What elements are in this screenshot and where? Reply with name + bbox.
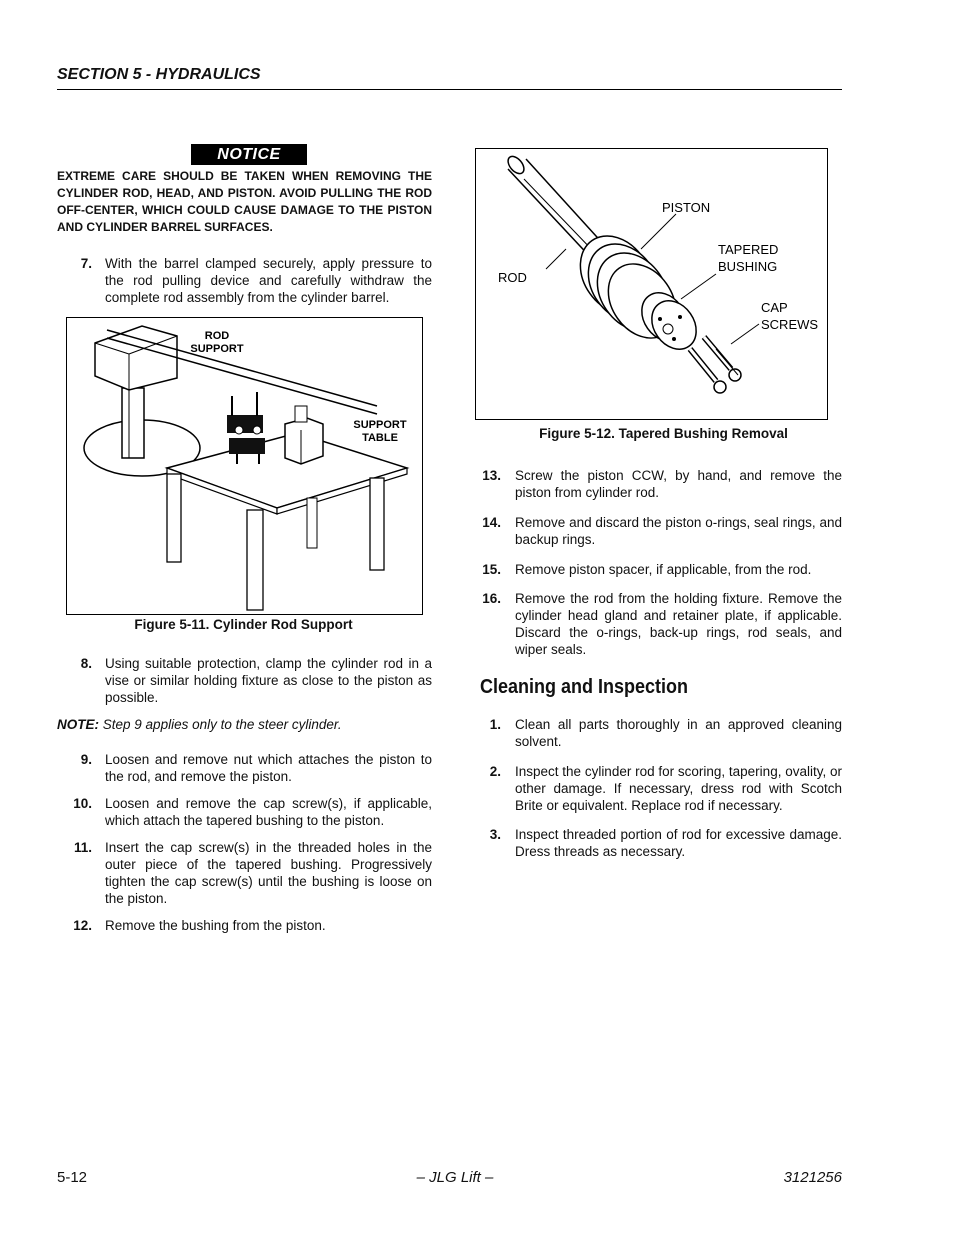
figure-tapered-bushing-removal xyxy=(475,148,828,420)
label-cap-screws-line1: CAP xyxy=(761,300,788,315)
section-title: SECTION 5 - HYDRAULICS xyxy=(57,66,261,83)
step-number: 1. xyxy=(489,717,501,732)
note-text: Step 9 applies only to the steer cylinder. xyxy=(102,717,342,732)
label-rod: ROD xyxy=(498,270,527,285)
notice-text: EXTREME CARE SHOULD BE TAKEN WHEN REMOVING THE CYLINDER ROD, HEAD, AND PISTON. AVOID PULLING THE ROD OFF-CENTER, WHICH COULD CAUSE DAMAGE TO THE PISTON AND CYLINDER BARREL SURFACES. xyxy=(57,169,432,234)
step-number: 3. xyxy=(489,827,501,842)
step-text: Loosen and remove nut which attaches the piston to the rod, and remove the piston. xyxy=(105,752,432,784)
step-number: 2. xyxy=(489,764,501,779)
label-support-table-line1: SUPPORT xyxy=(353,419,407,431)
step-text: Loosen and remove the cap screw(s), if applicable, which attach the tapered bushing to the piston. xyxy=(105,796,432,828)
figure-5-12-caption: Figure 5-12. Tapered Bushing Removal xyxy=(539,426,788,441)
step-number: 12. xyxy=(73,918,92,933)
step-text: Screw the piston CCW, by hand, and remove the piston from cylinder rod. xyxy=(515,468,842,500)
step-text: Inspect the cylinder rod for scoring, tapering, ovality, or other damage. If necessary, dress rod with Scotch Brite or equivalent. Replace rod if necessary. xyxy=(515,764,842,813)
step-number: 10. xyxy=(73,796,92,811)
step-number: 16. xyxy=(482,591,501,606)
notice-badge: NOTICE xyxy=(191,144,307,165)
label-cap-screws-line2: SCREWS xyxy=(761,317,819,332)
figure-5-11-caption: Figure 5-11. Cylinder Rod Support xyxy=(134,617,353,632)
label-rod-support-line1: ROD xyxy=(204,330,230,342)
step-text: Inspect threaded portion of rod for excessive damage. Dress threads as necessary. xyxy=(515,827,842,859)
step-number: 11. xyxy=(73,840,92,855)
step-number: 8. xyxy=(80,656,92,671)
figure-cylinder-rod-support xyxy=(66,317,423,615)
header-rule xyxy=(57,89,842,90)
footer-publisher: – JLG Lift – xyxy=(416,1169,494,1186)
label-rod-support-line2: SUPPORT xyxy=(190,343,244,355)
tapered-bushing-illustration xyxy=(476,149,827,419)
label-piston: PISTON xyxy=(662,200,711,215)
cleaning-inspection-heading: Cleaning and Inspection xyxy=(480,676,689,698)
cylinder-rod-support-illustration xyxy=(67,318,422,614)
step-text: Remove piston spacer, if applicable, from the rod. xyxy=(515,562,812,577)
step-number: 15. xyxy=(482,562,501,577)
step-text: Remove the bushing from the piston. xyxy=(105,918,326,933)
step-text: Remove the rod from the holding fixture. Remove the cylinder head gland and retainer plate, if applicable. Discard the o-rings, back-up rings, rod seals, and wiper seals. xyxy=(515,591,842,657)
step-text: Clean all parts thoroughly in an approved cleaning solvent. xyxy=(515,717,842,749)
step-number: 7. xyxy=(80,256,92,271)
step-text: Remove and discard the piston o-rings, seal rings, and backup rings. xyxy=(515,515,842,547)
step-text: Insert the cap screw(s) in the threaded holes in the outer piece of the tapered bushing. Progressively tighten the cap screw(s) until the bushing is loose on the piston. xyxy=(105,840,432,906)
label-tapered-bushing-line1: TAPERED xyxy=(718,242,779,257)
footer-page-number: 5-12 xyxy=(57,1169,88,1186)
label-tapered-bushing-line2: BUSHING xyxy=(718,259,778,274)
step-number: 13. xyxy=(482,468,501,483)
note xyxy=(57,717,437,732)
footer-doc-number: 3121256 xyxy=(783,1169,842,1186)
step-text: Using suitable protection, clamp the cylinder rod in a vise or similar holding fixture as close to the piston as possible. xyxy=(105,656,432,705)
step-number: 14. xyxy=(482,515,501,530)
note-label: NOTE: xyxy=(57,717,99,732)
step-number: 9. xyxy=(80,752,92,767)
step-text: With the barrel clamped securely, apply pressure to the rod pulling device and carefully withdraw the complete rod assembly from the cylinder barrel. xyxy=(105,256,432,305)
label-support-table-line2: TABLE xyxy=(362,432,398,444)
